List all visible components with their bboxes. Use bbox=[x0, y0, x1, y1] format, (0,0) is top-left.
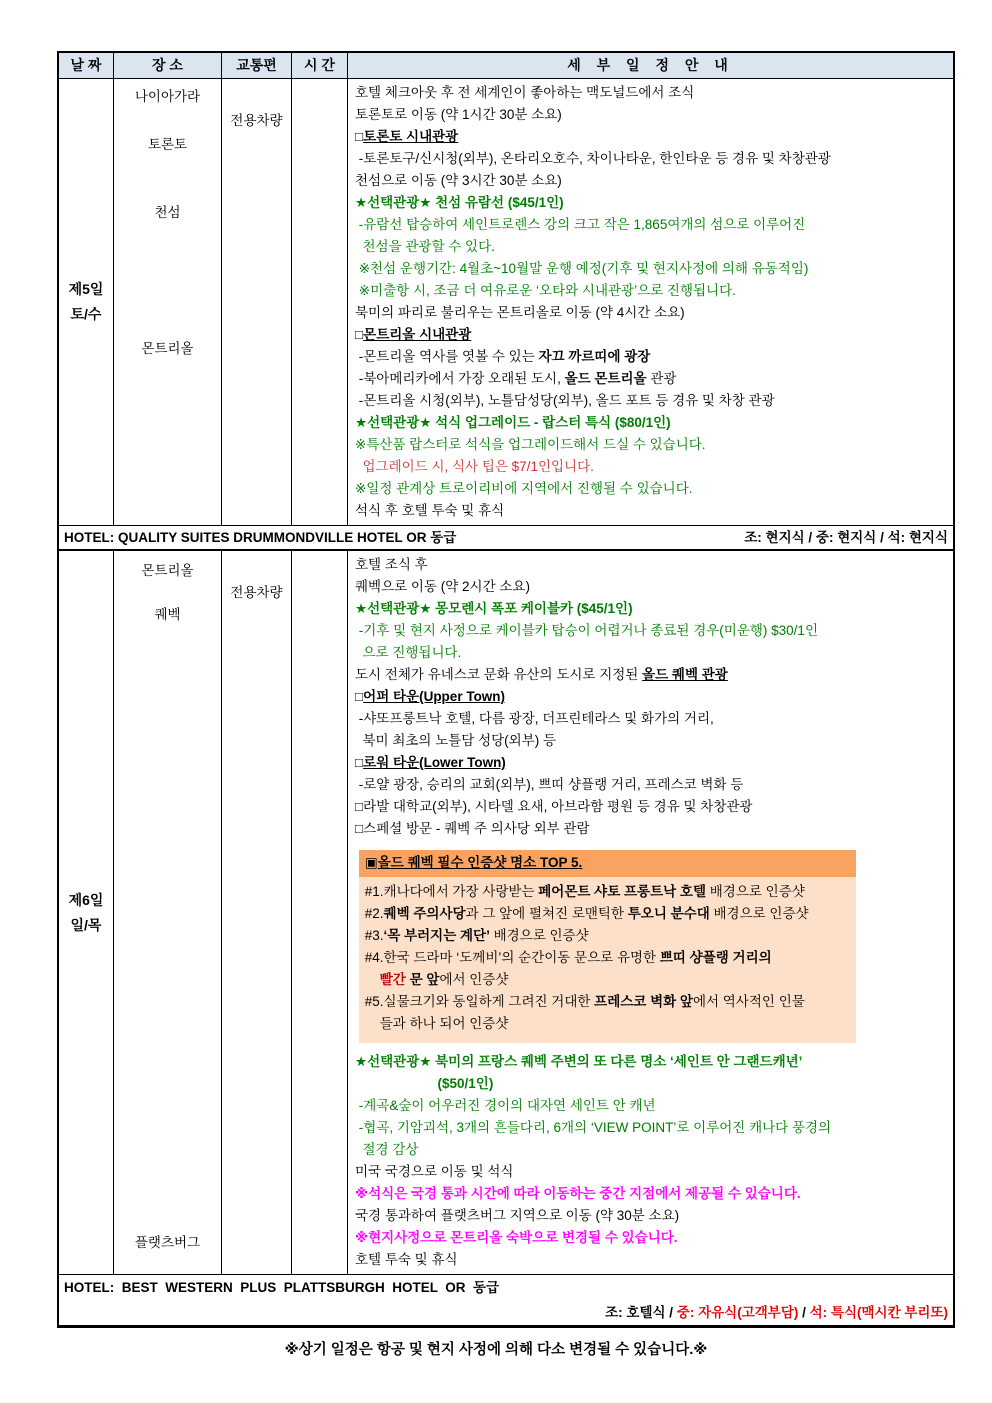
text-segment bbox=[361, 972, 380, 987]
text-segment: 배경으로 인증샷 bbox=[706, 884, 805, 899]
place-label: 퀘벡 bbox=[154, 607, 181, 622]
photo-box-line bbox=[361, 991, 852, 1013]
text-segment: / bbox=[798, 1305, 810, 1320]
schedule-line bbox=[355, 104, 949, 126]
text-segment: 들과 하나 되어 인증샷 bbox=[361, 1016, 509, 1031]
schedule-line bbox=[355, 302, 949, 324]
photo-box-line bbox=[361, 969, 852, 991]
place-label: 토론토 bbox=[147, 137, 188, 152]
place-label: 플랫츠버그 bbox=[134, 1235, 201, 1250]
photo-box-line bbox=[361, 903, 852, 925]
date-weekday-label: 토/수 bbox=[70, 306, 102, 322]
hotel-name: HOTEL: QUALITY SUITES DRUMMONDVILLE HOTEL OR 동급 bbox=[64, 530, 457, 545]
photo-box-line bbox=[361, 947, 852, 969]
text-segment: 에서 인증샷 bbox=[439, 972, 509, 987]
schedule-line bbox=[355, 620, 949, 642]
text-segment: 북미 최초의 노틀담 성당(외부) 등 bbox=[355, 733, 557, 748]
text-segment: 석: 특식(맥시칸 부리또) bbox=[809, 1305, 948, 1320]
header-col-date: 날 짜 bbox=[59, 53, 114, 78]
schedule-line bbox=[355, 598, 949, 620]
place-label: 천섬 bbox=[154, 205, 181, 220]
text-segment: 절경 감상 bbox=[355, 1142, 419, 1157]
table-body bbox=[59, 79, 953, 1325]
text-segment: / bbox=[665, 1305, 677, 1320]
text-segment: 북미의 파리로 불리우는 몬트리올로 이동 (약 4시간 소요) bbox=[355, 305, 685, 320]
schedule-line bbox=[355, 818, 949, 840]
text-segment: 로워 타운(Lower Town) bbox=[363, 755, 506, 770]
schedule-line bbox=[355, 752, 949, 774]
text-segment: -샤또프롱트낙 호텔, 다름 광장, 더프린테라스 및 화가의 거리, bbox=[355, 711, 714, 726]
text-segment: -북아메리카에서 가장 오래된 도시, bbox=[355, 371, 565, 386]
text-segment: -몬트리올 시청(외부), 노틀담성당(외부), 올드 포트 등 경유 및 차창 관광 bbox=[355, 393, 775, 408]
text-segment: □라발 대학교(외부), 시타델 요새, 아브라함 평원 등 경유 및 차창관광 bbox=[355, 799, 753, 814]
text-segment: □ bbox=[355, 327, 364, 342]
text-segment: 배경으로 인증샷 bbox=[489, 928, 589, 943]
schedule-line bbox=[355, 708, 949, 730]
schedule-line bbox=[355, 1249, 949, 1271]
text-segment: 올드 퀘벡 필수 인증샷 명소 TOP 5. bbox=[377, 855, 583, 870]
schedule-line bbox=[355, 346, 949, 368]
schedule-line bbox=[355, 774, 949, 796]
text-segment: 천섬을 관광할 수 있다. bbox=[355, 239, 495, 254]
text-segment: 호텔 체크아웃 후 전 세계인이 좋아하는 맥도널드에서 조식 bbox=[355, 85, 695, 100]
text-segment: 으로 진행됩니다. bbox=[355, 645, 462, 660]
schedule-line bbox=[355, 554, 949, 576]
schedule-line bbox=[355, 664, 949, 686]
text-segment: ★선택관광★ 몽모렌시 폭포 케이블카 ($45/1인) bbox=[355, 601, 633, 616]
text-segment: ★선택관광★ 북미의 프랑스 퀘벡 주변의 또 다른 명소 ‘세인트 안 그랜드캐년’ bbox=[355, 1054, 803, 1069]
text-segment: ‘목 부러지는 계단’ bbox=[383, 928, 490, 943]
text-segment: 호텔 조식 후 bbox=[355, 557, 428, 572]
text-segment: 토론토로 이동 (약 1시간 30분 소요) bbox=[355, 107, 562, 122]
photo-box-line bbox=[361, 881, 852, 903]
schedule-line bbox=[355, 148, 949, 170]
transport-cell bbox=[222, 551, 292, 1274]
text-segment: 에서 역사적인 인물 bbox=[692, 994, 805, 1009]
text-segment: #4.한국 드라마 ‘도께비’의 순간이동 문으로 유명한 bbox=[361, 950, 660, 965]
text-segment: -계곡&숲이 어우러진 경이의 대자연 세인트 안 캐년 bbox=[355, 1098, 656, 1113]
text-segment: 몬트리올 시내관광 bbox=[363, 327, 472, 342]
schedule-line bbox=[355, 500, 949, 522]
schedule-line bbox=[355, 1095, 949, 1117]
date-cell bbox=[59, 79, 114, 525]
place-cell bbox=[114, 551, 222, 1274]
text-segment: 문 앞 bbox=[409, 972, 440, 987]
text-segment: 퀘벡 주의사당 bbox=[383, 906, 466, 921]
schedule-line bbox=[355, 478, 949, 500]
text-segment: ▣ bbox=[365, 855, 378, 870]
meal-info bbox=[64, 1300, 948, 1325]
text-segment: 쁘띠 샹플랭 거리의 bbox=[659, 950, 772, 965]
schedule-line bbox=[355, 434, 949, 456]
text-segment: 투오니 분수대 bbox=[627, 906, 710, 921]
date-cell bbox=[59, 551, 114, 1274]
hotel-row bbox=[59, 1275, 953, 1325]
schedule-line bbox=[355, 368, 949, 390]
hotel-single-line bbox=[64, 526, 948, 549]
header-col-time: 시 간 bbox=[292, 53, 348, 78]
transport-label: 전용차량 bbox=[230, 113, 283, 128]
text-segment: ★선택관광★ 석식 업그레이드 - 랍스터 특식 ($80/1인) bbox=[355, 415, 671, 430]
hotel-name: HOTEL: BEST WESTERN PLUS PLATTSBURGH HOTEL OR 동급 bbox=[64, 1280, 500, 1295]
schedule-line bbox=[355, 576, 949, 598]
text-segment: 석식 후 호텔 투숙 및 휴식 bbox=[355, 503, 505, 518]
place-label: 나이아가라 bbox=[134, 89, 201, 104]
footer-note: ※상기 일정은 항공 및 현지 사정에 의해 다소 변경될 수 있습니다.※ bbox=[284, 1342, 708, 1358]
text-segment: 과 그 앞에 펼쳐진 로맨틱한 bbox=[465, 906, 628, 921]
hotel-row bbox=[59, 526, 953, 551]
text-segment: 호텔 투숙 및 휴식 bbox=[355, 1252, 458, 1267]
text-segment: 배경으로 인증샷 bbox=[709, 906, 809, 921]
text-segment: 관광 bbox=[646, 371, 677, 386]
text-segment: 올드 퀘벡 관광 bbox=[642, 667, 728, 682]
time-cell bbox=[292, 551, 348, 1274]
header-col-place: 장 소 bbox=[114, 53, 222, 78]
text-segment: 자끄 까르띠에 광장 bbox=[538, 349, 651, 364]
schedule-line bbox=[355, 280, 949, 302]
text-segment: ※미출항 시, 조금 더 여유로운 ‘오타와 시내관광’으로 진행됩니다. bbox=[355, 283, 736, 298]
photo-box-body bbox=[359, 877, 856, 1043]
text-segment: □ bbox=[355, 755, 364, 770]
schedule-line bbox=[355, 1139, 949, 1161]
text-segment: ※천섬 운행기간: 4월초~10월말 운행 예정(기후 및 현지사정에 의해 유동적임) bbox=[355, 261, 809, 276]
text-segment: 미국 국경으로 이동 및 석식 bbox=[355, 1164, 514, 1179]
text-segment: ※특산품 랍스터로 석식을 업그레이드해서 드실 수 있습니다. bbox=[355, 437, 706, 452]
schedule-line bbox=[355, 1051, 949, 1073]
schedule-line bbox=[355, 82, 949, 104]
text-segment: ※현지사정으로 몬트리올 숙박으로 변경될 수 있습니다. bbox=[355, 1230, 678, 1245]
schedule-line bbox=[355, 642, 949, 664]
place-cell bbox=[114, 79, 222, 525]
detail-cell bbox=[348, 551, 953, 1274]
text-segment: ※석식은 국경 통과 시간에 따라 이동하는 중간 지점에서 제공될 수 있습니다. bbox=[355, 1186, 801, 1201]
schedule-line bbox=[355, 236, 949, 258]
schedule-line bbox=[355, 390, 949, 412]
text-segment: ※일정 관계상 트로이리비에 지역에서 진행될 수 있습니다. bbox=[355, 481, 693, 496]
place-label: 몬트리올 bbox=[141, 341, 194, 356]
detail-cell bbox=[348, 79, 953, 525]
date-day-label: 제6일 bbox=[68, 891, 104, 908]
text-segment: 조: 호텔식 bbox=[605, 1305, 666, 1320]
schedule-line bbox=[355, 1073, 949, 1095]
day-row bbox=[59, 551, 953, 1275]
text-segment: □스페셜 방문 - 퀘벡 주 의사당 외부 관람 bbox=[355, 821, 590, 836]
text-segment: -유람선 탑승하여 세인트로렌스 강의 크고 작은 1,865여개의 섬으로 이루어진 bbox=[355, 217, 806, 232]
schedule-line bbox=[355, 1227, 949, 1249]
schedule-line bbox=[355, 258, 949, 280]
schedule-line bbox=[355, 1183, 949, 1205]
schedule-line bbox=[355, 192, 949, 214]
text-segment: 업그레이드 시, 식사 팁은 $7/1인입니다. bbox=[355, 459, 594, 474]
photo-spots-box bbox=[359, 850, 856, 1043]
text-segment: #2. bbox=[361, 906, 384, 921]
text-segment: ($50/1인) bbox=[355, 1076, 494, 1091]
day-row bbox=[59, 79, 953, 526]
header-col-details: 세 부 일 정 안 내 bbox=[567, 57, 734, 73]
text-segment: 빨간 bbox=[379, 972, 406, 987]
header-col-transport: 교통편 bbox=[222, 53, 292, 78]
text-segment: -몬트리올 역사를 엿볼 수 있는 bbox=[355, 349, 539, 364]
meal-info bbox=[744, 526, 948, 549]
schedule-line bbox=[355, 796, 949, 818]
text-segment: ★선택관광★ 천섬 유람선 ($45/1인) bbox=[355, 195, 564, 210]
text-segment: 천섬으로 이동 (약 3시간 30분 소요) bbox=[355, 173, 562, 188]
schedule-line bbox=[355, 730, 949, 752]
photo-box-line bbox=[361, 925, 852, 947]
photo-box-line bbox=[361, 1013, 852, 1035]
schedule-line bbox=[355, 1117, 949, 1139]
schedule-line bbox=[355, 1205, 949, 1227]
schedule-line bbox=[355, 324, 949, 346]
text-segment: -로얄 광장, 승리의 교회(외부), 쁘띠 샹플랭 거리, 프레스코 벽화 등 bbox=[355, 777, 744, 792]
date-weekday-label: 일/목 bbox=[70, 916, 102, 933]
text-segment: 중: 자유식(고객부담) bbox=[676, 1305, 799, 1320]
schedule-line bbox=[355, 126, 949, 148]
text-segment: 도시 전체가 유네스코 문화 유산의 도시로 지정된 bbox=[355, 667, 643, 682]
schedule-line bbox=[355, 1161, 949, 1183]
text-segment: 국경 통과하여 플랫츠버그 지역으로 이동 (약 30분 소요) bbox=[355, 1208, 680, 1223]
text-segment: □ bbox=[355, 689, 364, 704]
text-segment: 조: 현지식 / 중: 현지식 / 석: 현지식 bbox=[744, 530, 948, 545]
text-segment: 퀘벡으로 이동 (약 2시간 소요) bbox=[355, 579, 530, 594]
photo-box-title bbox=[359, 850, 856, 877]
schedule-line bbox=[355, 170, 949, 192]
itinerary-table bbox=[57, 51, 955, 1328]
schedule-line bbox=[355, 456, 949, 478]
text-segment: #1.캐나다에서 가장 사랑받는 bbox=[361, 884, 539, 899]
table-header-row bbox=[59, 53, 953, 79]
transport-label: 전용차량 bbox=[230, 585, 283, 600]
text-segment: -토론토구/신시청(외부), 온타리오호수, 차이나타운, 한인타운 등 경유 및 차창관광 bbox=[355, 151, 831, 166]
schedule-line bbox=[355, 214, 949, 236]
time-cell bbox=[292, 79, 348, 525]
text-segment: #3. bbox=[361, 928, 384, 943]
text-segment: 페어몬트 샤토 프롱트낙 호텔 bbox=[538, 884, 706, 899]
place-label: 몬트리올 bbox=[141, 563, 194, 578]
text-segment: -기후 및 현지 사정으로 케이블카 탑승이 어렵거나 종료된 경우(미운행) $30/1인 bbox=[355, 623, 818, 638]
schedule-line bbox=[355, 686, 949, 708]
text-segment: □ bbox=[355, 129, 364, 144]
text-segment: #5.실물크기와 동일하게 그려진 거대한 bbox=[361, 994, 595, 1009]
text-segment: 프레스코 벽화 앞 bbox=[594, 994, 693, 1009]
text-segment: 어퍼 타운(Upper Town) bbox=[363, 689, 506, 704]
text-segment: 토론토 시내관광 bbox=[363, 129, 459, 144]
date-day-label: 제5일 bbox=[68, 281, 104, 297]
text-segment: -협곡, 기암괴석, 3개의 흔들다리, 6개의 ‘VIEW POINT’로 이루어진 캐나다 풍경의 bbox=[355, 1120, 832, 1135]
text-segment: 올드 몬트리올 bbox=[564, 371, 647, 386]
schedule-line bbox=[355, 412, 949, 434]
transport-cell bbox=[222, 79, 292, 525]
